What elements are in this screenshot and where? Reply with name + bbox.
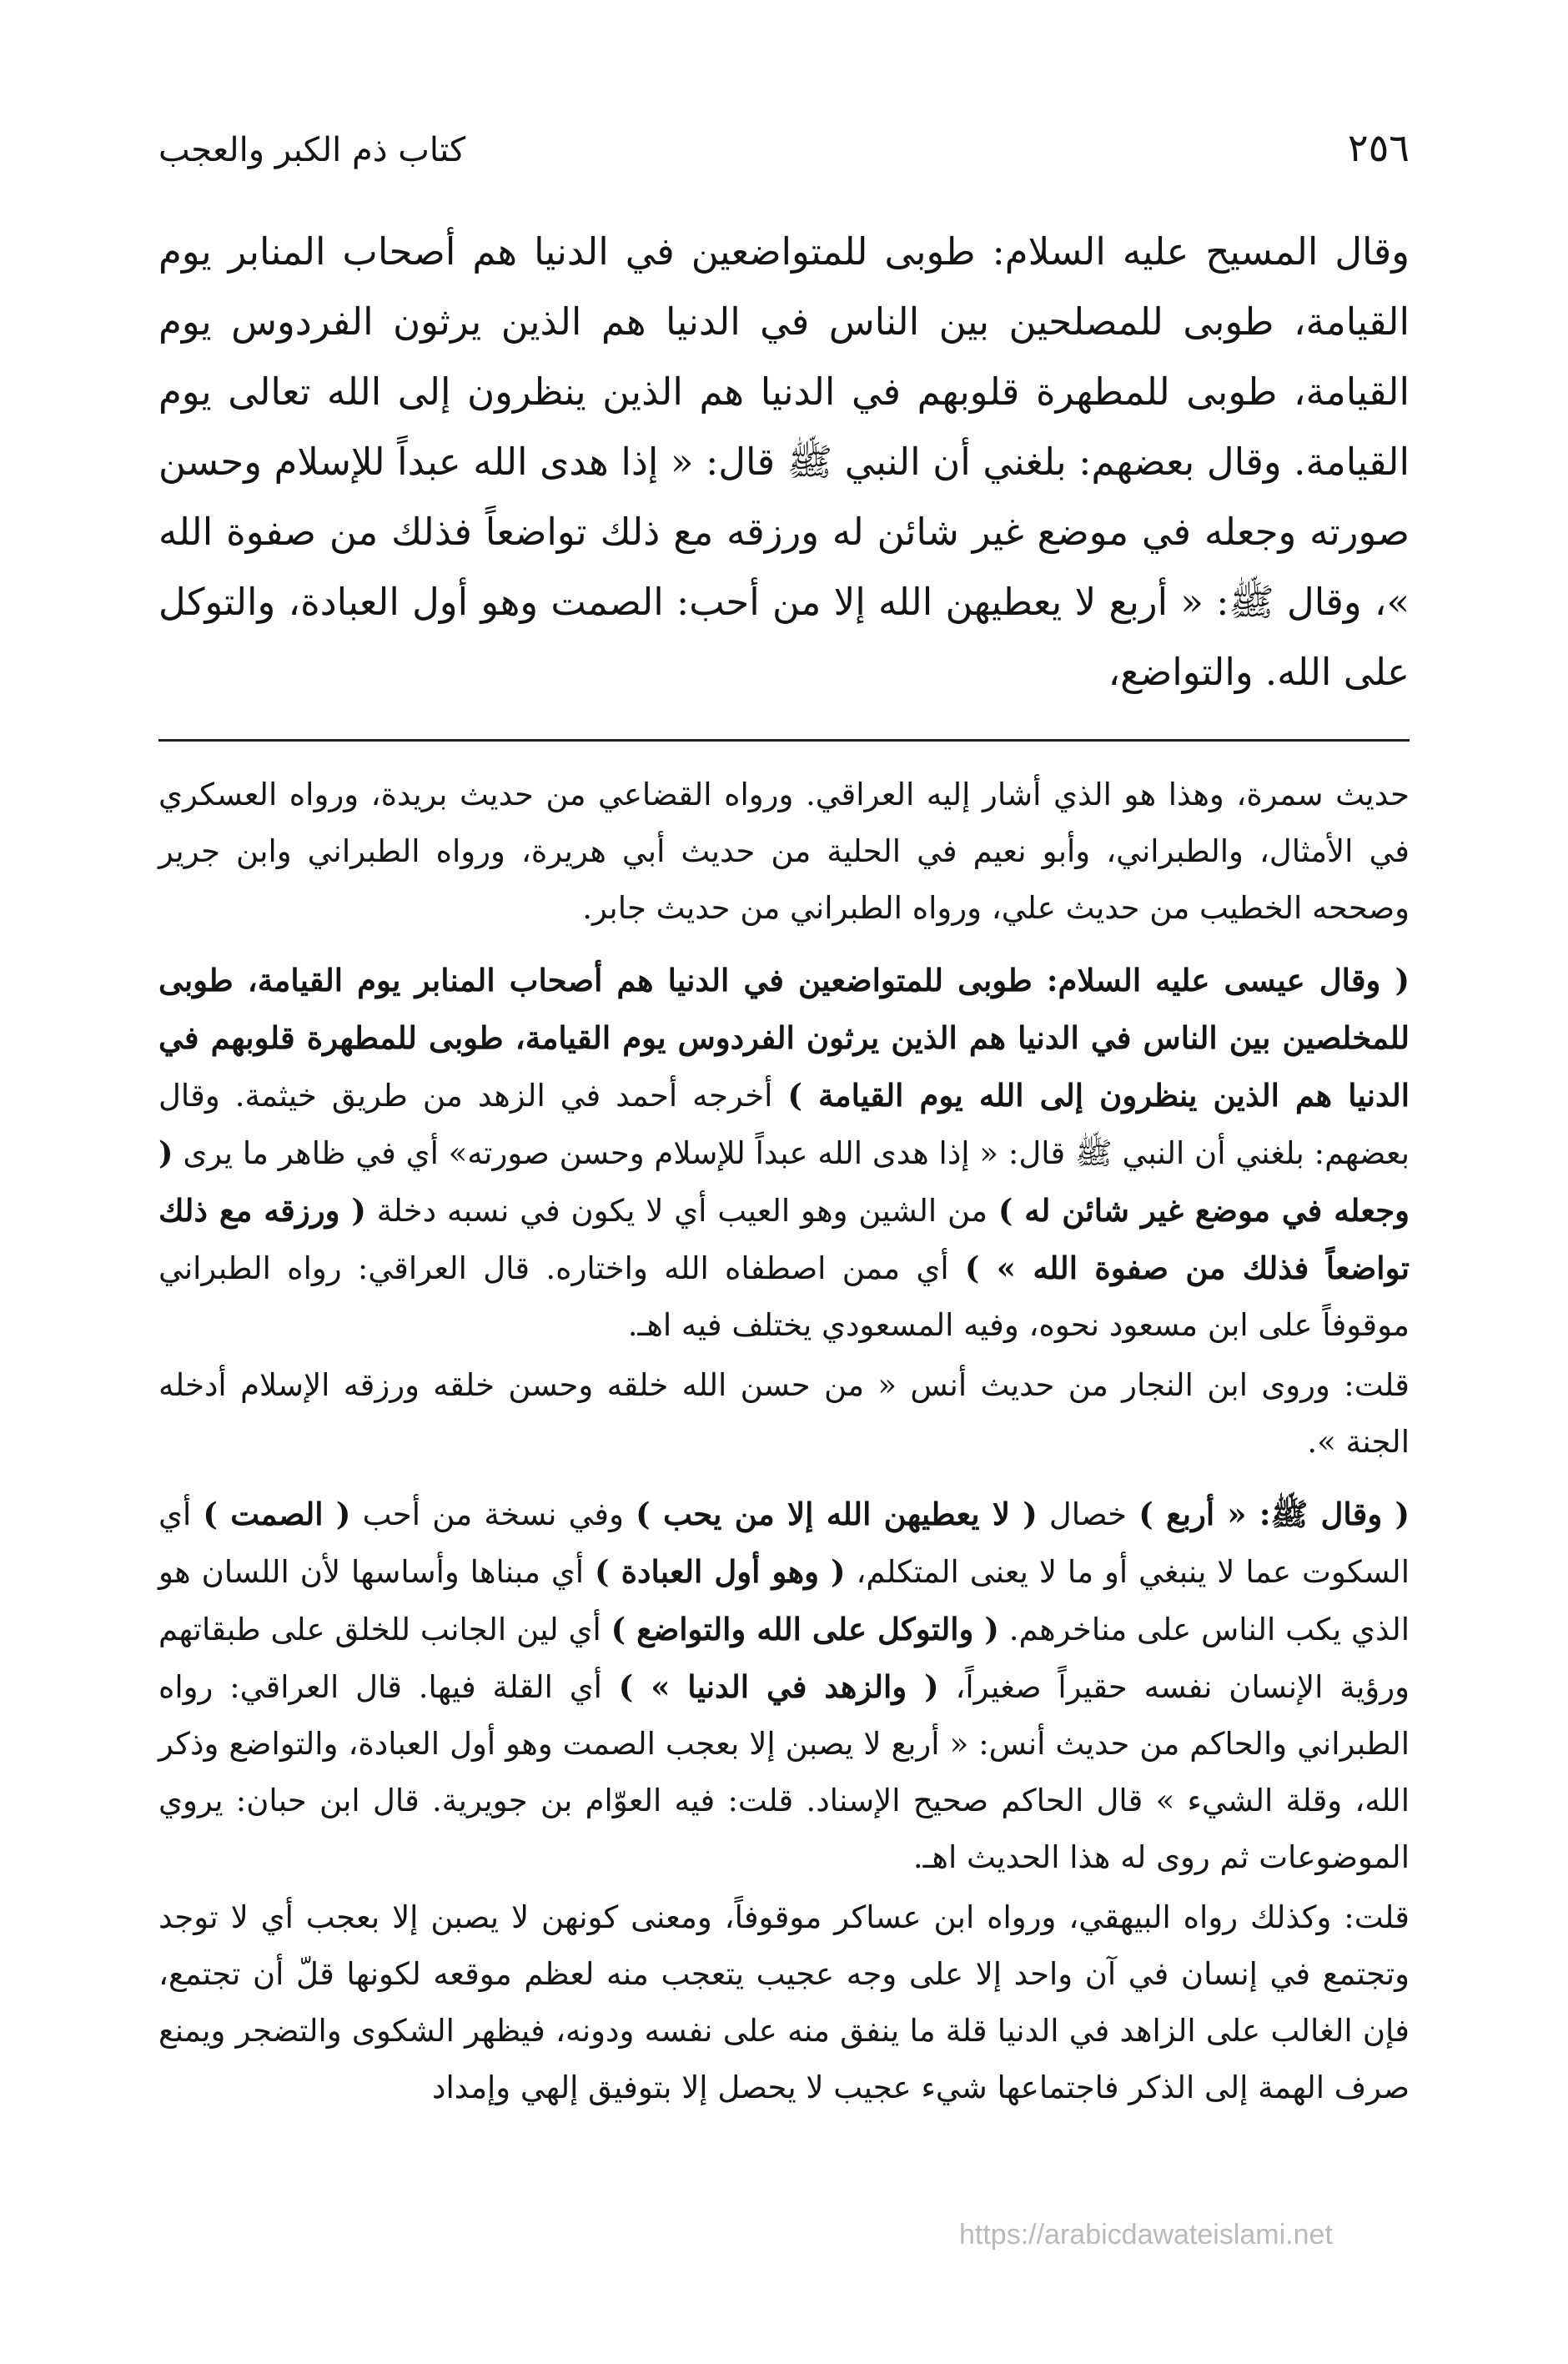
commentary-text: أي لين الجانب للخلق على طبقاتهم ورؤية الإنسان نفسه حقيراً صغيراً، [158, 1612, 1410, 1705]
commentary-paragraph-4 [158, 1486, 1410, 1886]
main-text [158, 217, 1410, 707]
main-paragraph: وقال المسيح عليه السلام: طوبى للمتواضعين في الدنيا هم أصحاب المنابر يوم القيامة، طوبى للمصلحين بين الناس في الدنيا هم الذين يرثون الفردوس يوم القيامة، طوبى للمطهرة قلوبهم في الدنيا هم الذين ينظرون إلى الله تعالى يوم القيامة. وقال بعضهم: بلغني أن النبي ﷺ قال: « إذا هدى الله عبداً للإسلام وحسن صورته وجعله في موضع غير شائن له ورزقه مع ذلك تواضعاً فذلك من صفوة الله »، وقال ﷺ: « أربع لا يعطيهن الله إلا من أحب: الصمت وهو أول العبادة، والتوكل على الله. والتواضع، [158, 229, 1410, 694]
commentary-text: أخرجه أحمد في الزهد من طريق خيثمة. وقال بعضهم: بلغني أن النبي ﷺ قال: « إذا هدى الله عبداً للإسلام وحسن صورته» أي في ظاهر ما يرى [158, 1078, 1410, 1171]
footnote-divider [158, 739, 1410, 742]
book-page [158, 125, 1410, 2294]
commentary-text: أي ممن اصطفاه الله واختاره. قال العراقي: رواه الطبراني موقوفاً على ابن مسعود نحوه، وفيه المسعودي يختلف فيه اهـ. [158, 1250, 1410, 1343]
watermark-url: https://arabicdawateislami.net [959, 2219, 1333, 2251]
quoted-text: ( لا يعطيهن الله إلا من يحب ) [636, 1496, 1038, 1532]
commentary-paragraph-2 [158, 952, 1410, 1354]
commentary-paragraph-1: حديث سمرة، وهذا هو الذي أشار إليه العراقي. ورواه القضاعي من حديث بريدة، ورواه العسكري في الأمثال، والطبراني، وأبو نعيم في الحلية من حديث أبي هريرة، ورواه الطبراني وابن جرير وصححه الخطيب من حديث علي، ورواه الطبراني من حديث جابر. [158, 777, 1410, 926]
page-header [158, 125, 1410, 200]
commentary-text: خصال [1037, 1496, 1139, 1532]
quoted-text: ( الصمت ) [203, 1496, 351, 1532]
commentary-paragraph-3: قلت: وروى ابن النجار من حديث أنس « من حسن الله خلقه وحسن خلقه ورزقه الإسلام أدخله الجنة ». [158, 1367, 1410, 1460]
commentary-paragraph-5: قلت: وكذلك رواه البيهقي، ورواه ابن عساكر موقوفاً، ومعنى كونهن لا يصبن إلا بعجب أي لا توجد وتجتمع في إنسان في آن واحد إلا على وجه عجيب يتعجب منه لعظم موقعه لكونها قلّ أن تجتمع، فإن الغالب على الزاهد في الدنيا قلة ما ينفق منه على نفسه ودونه، فيظهر الشكوى والتضجر ويمنع صرف الهمة إلى الذكر فاجتماعها شيء عجيب لا يحصل إلا بتوفيق إلهي وإمداد [158, 1899, 1410, 2105]
quoted-text: ( ورزقه مع ذلك تواضعاً فذلك من صفوة الله » ) [158, 1192, 1410, 1286]
quoted-text: ( وقال عيسى عليه السلام: طوبى للمتواضعين في الدنيا هم أصحاب المنابر يوم القيامة، طوبى للمخلصين بين الناس في الدنيا هم الذين يرثون الفردوس يوم القيامة، طوبى للمطهرة قلوبهم في الدنيا هم الذين ينظرون إلى الله يوم القيامة ) [158, 962, 1410, 1114]
commentary-text: أي القلة فيها. قال العراقي: رواه الطبراني والحاكم من حديث أنس: « أربع لا يصبن إلا بعجب الصمت وهو أول العبادة، والتواضع وذكر الله، وقلة الشيء » قال الحاكم صحيح الإسناد. قلت: فيه العوّام بن جويرية. قال ابن حبان: يروي الموضوعات ثم روى له هذا الحديث اهـ. [158, 1669, 1410, 1875]
page-number: ٢٥٦ [1347, 125, 1410, 170]
commentary-text: وفي نسخة من أحب [350, 1496, 636, 1532]
quoted-text: ( والتوكل على الله والتواضع ) [611, 1611, 999, 1647]
quoted-text: ( وقال ﷺ: « أربع ) [1138, 1496, 1410, 1532]
commentary-text: أي مبناها وأساسها لأن اللسان هو الذي يكب الناس على مناخرهم. [158, 1554, 1410, 1647]
quoted-text: ( والزهد في الدنيا » ) [618, 1668, 939, 1705]
commentary [158, 767, 1410, 2116]
quoted-text: ( وهو أول العبادة ) [595, 1553, 846, 1590]
book-title: كتاب ذم الكبر والعجب [158, 131, 466, 169]
quoted-text: ( وجعله في موضع غير شائن له ) [158, 1134, 1410, 1229]
commentary-text: أي السكوت عما لا ينبغي أو ما لا يعنى المتكلم، [158, 1496, 1410, 1590]
commentary-text: من الشين وهو العيب أي لا يكون في نسبه دخلة [365, 1193, 998, 1229]
